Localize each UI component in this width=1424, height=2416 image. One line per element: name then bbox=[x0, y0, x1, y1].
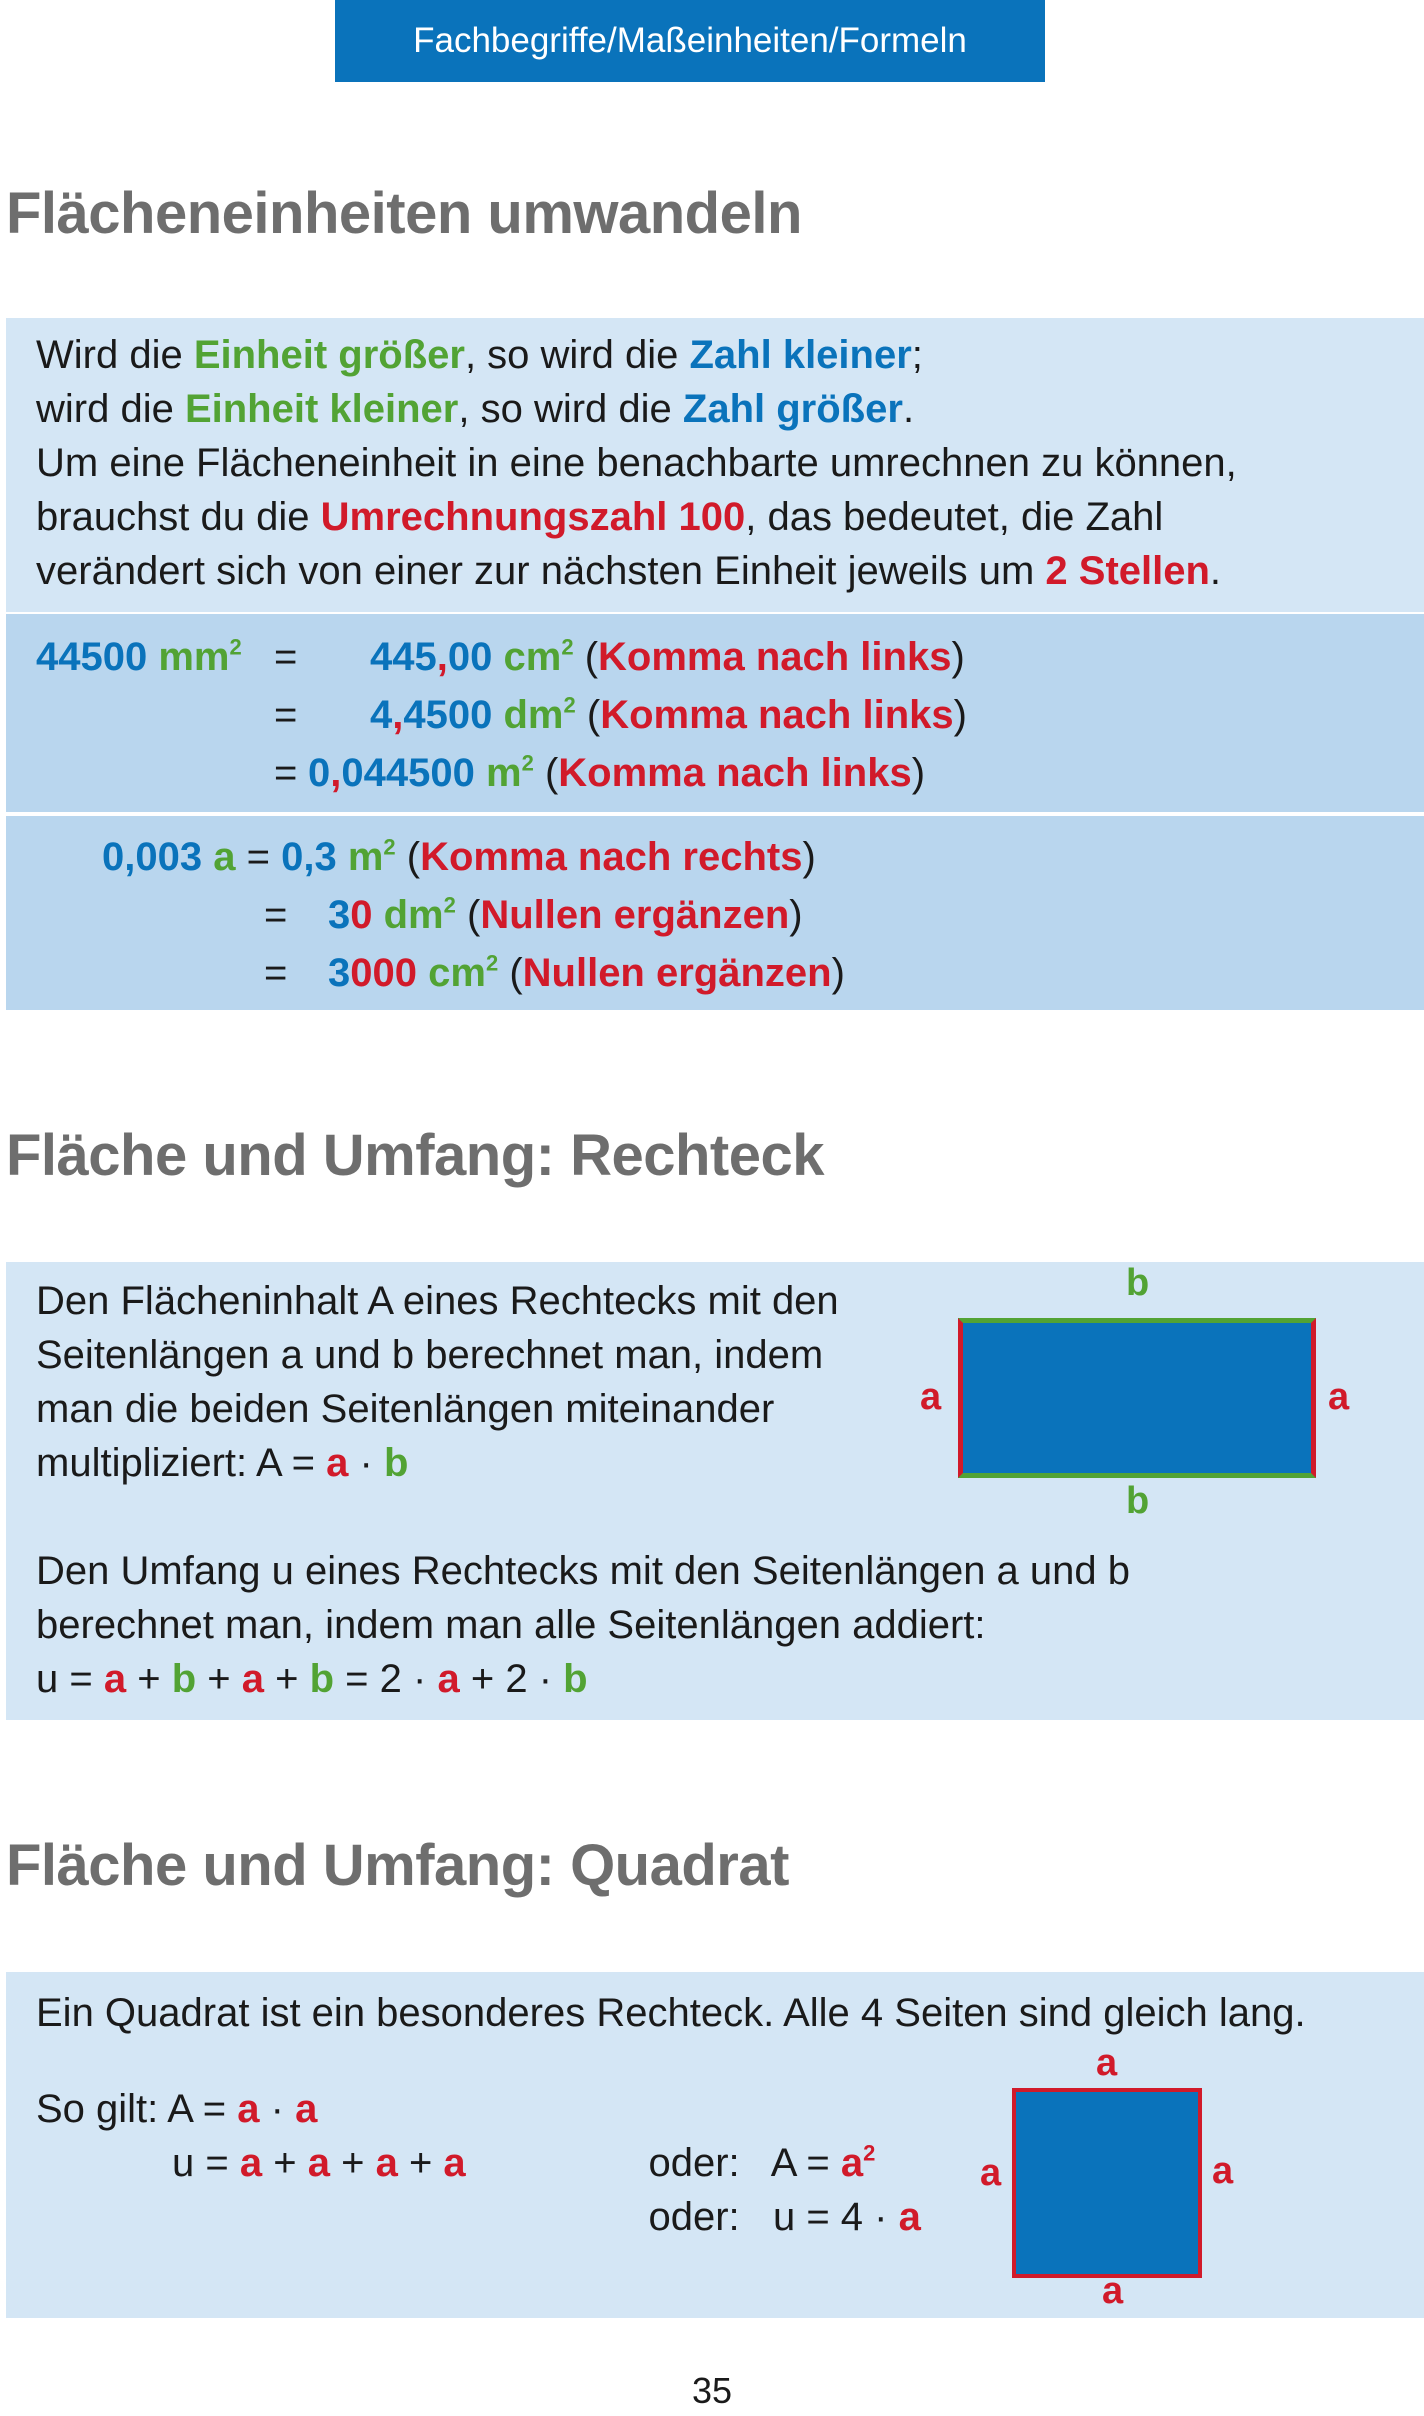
page-number: 35 bbox=[691, 2370, 733, 2411]
section-title-rechteck: Fläche und Umfang: Rechteck bbox=[6, 1123, 824, 1188]
intro-line-4: brauchst du die Umrechnungszahl 100, das bedeutet, die Zahl bbox=[36, 495, 1164, 539]
rechteck-box bbox=[6, 1262, 1424, 1720]
quadrat-perimeter-alt: oder: u = 4 · a bbox=[648, 2195, 921, 2239]
example2-row-1: 0,003 a = 0,3 $m^2$ (Komma nach rechts) bbox=[102, 834, 816, 879]
example2-row-2: 30 $dm^2$ (Nullen ergänzen) bbox=[328, 892, 803, 937]
intro-line-1: Wird die Einheit größer, so wird die Zahl kleiner; bbox=[36, 333, 923, 377]
header-tab: Fachbegriffe/Maßeinheiten/Formeln bbox=[335, 0, 1045, 82]
example1-row-3: 0,044500 $m^2$ (Komma nach links) bbox=[308, 750, 926, 795]
square-figure bbox=[1012, 2088, 1202, 2278]
intro-line-2: wird die Einheit kleiner, so wird die Zahl größer. bbox=[36, 387, 915, 431]
intro-box bbox=[6, 318, 1424, 612]
example2-eq-3: = bbox=[264, 951, 288, 995]
rechteck-perimeter-line-2: berechnet man, indem man alle Seitenlängen addiert: bbox=[36, 1603, 986, 1647]
rect-label-bottom: b bbox=[1126, 1480, 1150, 1522]
rechteck-area-line-3: man die beiden Seitenlängen miteinander bbox=[36, 1387, 775, 1431]
example2-eq-2: = bbox=[264, 893, 288, 937]
example1-eq-3: = bbox=[274, 751, 298, 795]
square-label-bottom: a bbox=[1102, 2270, 1124, 2312]
quadrat-area-formula: So gilt: A = a · a bbox=[36, 2087, 318, 2131]
quadrat-area-alt: oder: $A = a^2$ bbox=[648, 2140, 876, 2185]
rect-label-left: a bbox=[920, 1376, 942, 1418]
rect-label-top: b bbox=[1126, 1262, 1150, 1304]
example1-eq-1: = bbox=[274, 635, 298, 679]
square-label-top: a bbox=[1096, 2042, 1118, 2084]
square-label-right: a bbox=[1212, 2150, 1234, 2192]
rect-label-right: a bbox=[1328, 1376, 1350, 1418]
quadrat-perimeter-formula: u = a + a + a + a bbox=[172, 2141, 466, 2185]
example2-row-3: 3000 $cm^2$ (Nullen ergänzen) bbox=[328, 950, 845, 995]
rechteck-area-formula: multipliziert: A = a · b bbox=[36, 1441, 409, 1485]
quadrat-box bbox=[6, 1972, 1424, 2318]
example1-start: 44500 $mm^2$ bbox=[36, 634, 242, 679]
intro-line-5: verändert sich von einer zur nächsten Einheit jeweils um 2 Stellen. bbox=[36, 549, 1222, 593]
section-title-quadrat: Fläche und Umfang: Quadrat bbox=[6, 1833, 789, 1898]
rechteck-area-line-1: Den Flächeninhalt A eines Rechtecks mit den bbox=[36, 1279, 839, 1323]
example-mm2-box bbox=[6, 614, 1424, 812]
rectangle-figure bbox=[958, 1318, 1316, 1478]
rechteck-perimeter-formula: u = a + b + a + b = 2 · a + 2 · b bbox=[36, 1657, 588, 1701]
intro-line-3: Um eine Flächeneinheit in eine benachbarte umrechnen zu können, bbox=[36, 441, 1237, 485]
example1-row-1: 445,00 $cm^2$ (Komma nach links) bbox=[370, 634, 965, 679]
example1-eq-2: = bbox=[274, 693, 298, 737]
example-a-box bbox=[6, 816, 1424, 1010]
example1-row-2: 4,4500 $dm^2$ (Komma nach links) bbox=[370, 692, 967, 737]
quadrat-intro: Ein Quadrat ist ein besonderes Rechteck. Alle 4 Seiten sind gleich lang. bbox=[36, 1991, 1306, 2035]
section-title-flaecheneinheiten: Flächeneinheiten umwandeln bbox=[6, 181, 802, 246]
square-label-left: a bbox=[980, 2152, 1002, 2194]
rechteck-perimeter-line-1: Den Umfang u eines Rechtecks mit den Seitenlängen a und b bbox=[36, 1549, 1131, 1593]
rechteck-area-line-2: Seitenlängen a und b berechnet man, indem bbox=[36, 1333, 824, 1377]
